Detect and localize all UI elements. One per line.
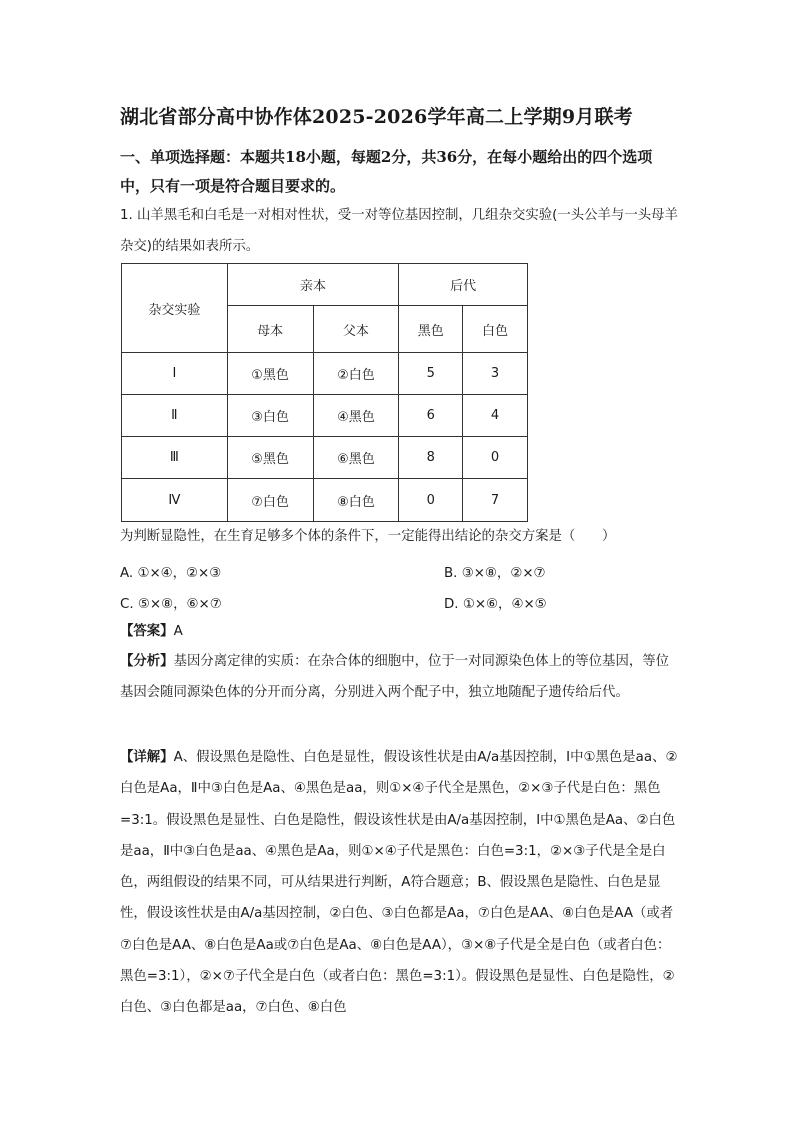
cell-id: Ⅰ [122, 353, 228, 395]
header-black: 黑色 [399, 306, 463, 353]
analysis-label: 【分析】 [120, 654, 174, 669]
table-row [122, 479, 528, 522]
table-row [122, 353, 528, 395]
option-a: A. ①×④，②×③ [120, 566, 222, 581]
cell-father: ⑥黑色 [313, 437, 399, 479]
cell-mother: ⑤黑色 [227, 437, 313, 479]
answer-value: A [173, 624, 183, 639]
cell-white: 3 [463, 353, 528, 395]
cell-mother: ③白色 [227, 395, 313, 437]
cell-id: Ⅲ [122, 437, 228, 479]
option-d: D. ①×⑥，④×⑤ [444, 597, 547, 612]
answer-line [120, 617, 680, 648]
detail-text: A、假设黑色是隐性、白色是显性，假设该性状是由A/a基因控制，Ⅰ中①黑色是aa、②白色是Aa，Ⅱ中③白色是Aa、④黑色是aa，则①×④子代全是黑色，②×③子代是白色：黑色=3:1。假设黑色是显性、白色是隐性，假设该性状是由A/a基因控制，Ⅰ中①黑色是Aa、②白色是aa，Ⅱ中③白色是aa、④黑色是Aa，则①×④子代是黑色：白色=3:1，②×③子代是全是白色，两组假设的结果不同，可从结果进行判断，A符合题意；B、假设黑色是隐性、白色是显性，假设该性状是由A/a基因控制，②白色、③白色都是Aa，⑦白色是AA、⑧白色是AA（或者⑦白色是AA、⑧白色是Aa或⑦白色是Aa、⑧白色是AA），③×⑧子代是全是白色（或者白色：黑色=3:1），②×⑦子代全是白色（或者白色：黑色=3:1）。假设黑色是显性、白色是隐性，②白色、③白色都是aa，⑦白色、⑧白色 [120, 750, 678, 1016]
cell-white: 7 [463, 479, 528, 522]
header-white: 白色 [463, 306, 528, 353]
header-parents: 亲本 [227, 264, 399, 306]
question-stem: 1. 山羊黑毛和白毛是一对相对性状，受一对等位基因控制，几组杂交实验(一头公羊与一头母羊杂交)的结果如表所示。 [120, 208, 678, 254]
cell-id: Ⅳ [122, 479, 228, 522]
cell-white: 4 [463, 395, 528, 437]
cell-black: 6 [399, 395, 463, 437]
cell-black: 0 [399, 479, 463, 522]
page-title: 湖北省部分高中协作体2025-2026学年高二上学期9月联考 [120, 106, 633, 128]
cell-father: ④黑色 [313, 395, 399, 437]
header-cross: 杂交实验 [122, 264, 228, 353]
header-father: 父本 [313, 306, 399, 353]
answer-label: 【答案】 [120, 624, 174, 639]
cell-father: ⑧白色 [313, 479, 399, 522]
detail-paragraph [120, 742, 680, 1024]
question-prompt: 为判断显隐性，在生育足够多个体的条件下，一定能得出结论的杂交方案是（ ） [120, 529, 616, 544]
cell-black: 8 [399, 437, 463, 479]
cell-mother: ①黑色 [227, 353, 313, 395]
cell-id: Ⅱ [122, 395, 228, 437]
detail-label: 【详解】 [120, 750, 174, 765]
analysis-paragraph [120, 647, 680, 708]
header-mother: 母本 [227, 306, 313, 353]
table-row [122, 437, 528, 479]
option-b: B. ③×⑧，②×⑦ [444, 566, 546, 581]
cell-white: 0 [463, 437, 528, 479]
header-offspring: 后代 [399, 264, 528, 306]
analysis-text: 基因分离定律的实质：在杂合体的细胞中，位于一对同源染色体上的等位基因，等位基因会随同源染色体的分开而分离，分别进入两个配子中，独立地随配子遗传给后代。 [120, 654, 670, 700]
cell-mother: ⑦白色 [227, 479, 313, 522]
cross-results-table [121, 263, 528, 522]
table-row [122, 395, 528, 437]
option-c: C. ⑤×⑧，⑥×⑦ [120, 597, 222, 612]
cell-black: 5 [399, 353, 463, 395]
section-heading: 一、单项选择题：本题共18小题，每题2分，共36分，在每小题给出的四个选项中，只有一项是符合题目要求的。 [120, 148, 653, 195]
cell-father: ②白色 [313, 353, 399, 395]
